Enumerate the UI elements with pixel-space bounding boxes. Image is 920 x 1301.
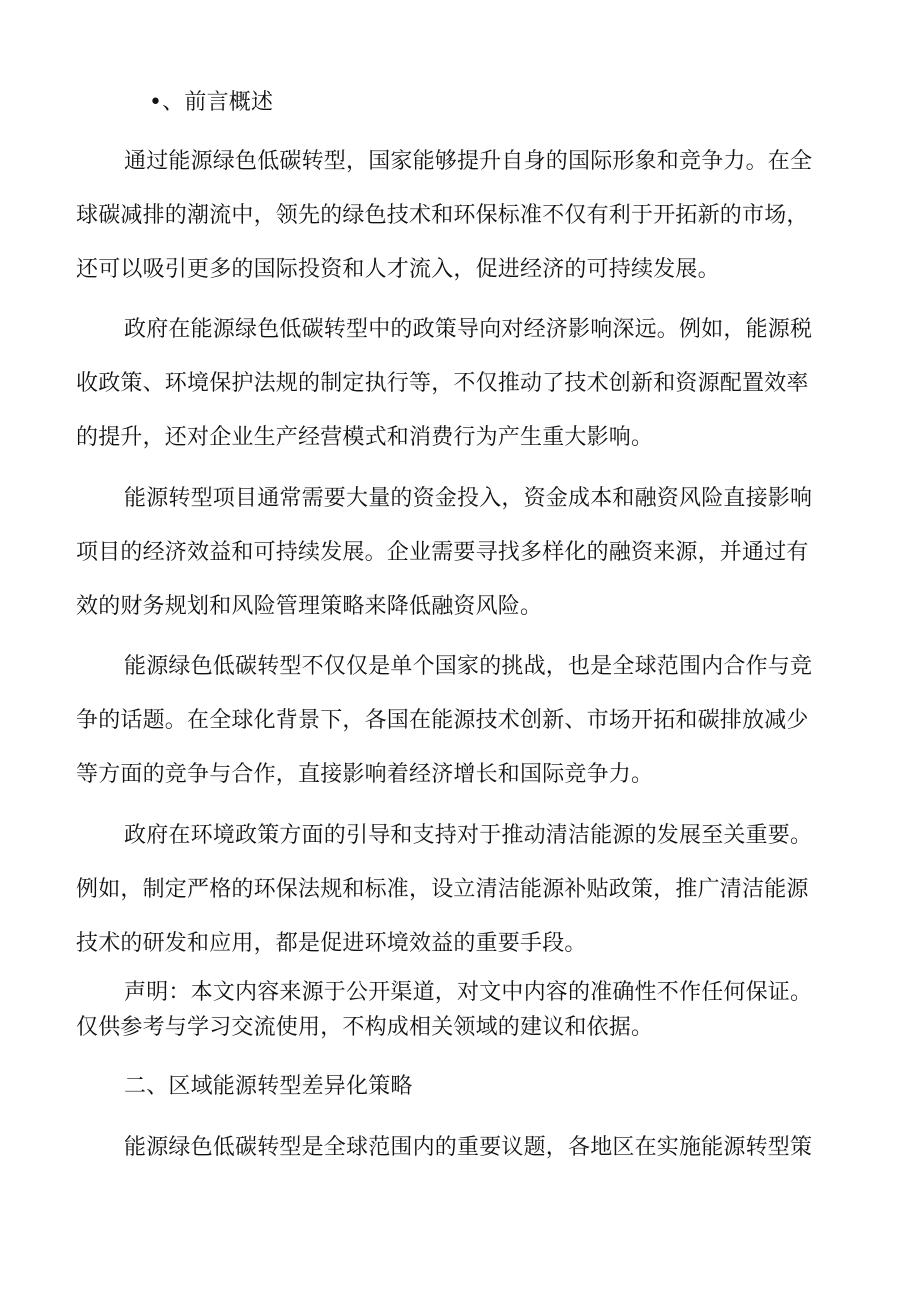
paragraph-4-line-2: 争的话题。在全球化背景下，各国在能源技术创新、市场开拓和碳排放减少 bbox=[76, 708, 809, 733]
paragraph-2-line-1: 政府在能源绿色低碳转型中的政策导向对经济影响深远。例如，能源税 bbox=[124, 317, 813, 342]
paragraph-1-line-2: 球碳减排的潮流中，领先的绿色技术和环保标准不仅有利于开拓新的市场， bbox=[76, 203, 809, 228]
paragraph-2-line-2: 收政策、环境保护法规的制定执行等，不仅推动了技术创新和资源配置效率 bbox=[76, 371, 809, 396]
disclaimer-line-2: 仅供参考与学习交流使用，不构成相关领域的建议和依据。 bbox=[76, 1015, 654, 1040]
paragraph-3-line-2: 项目的经济效益和可持续发展。企业需要寻找多样化的融资来源，并通过有 bbox=[76, 540, 809, 565]
paragraph-5-line-2: 例如，制定严格的环保法规和标准，设立清洁能源补贴政策，推广清洁能源 bbox=[76, 877, 809, 902]
paragraph-2-line-3: 的提升，还对企业生产经营模式和消费行为产生重大影响。 bbox=[76, 425, 654, 450]
paragraph-4-line-1: 能源绿色低碳转型不仅仅是单个国家的挑战，也是全球范围内合作与竞 bbox=[124, 654, 813, 679]
paragraph-3-line-3: 效的财务规划和风险管理策略来降低融资风险。 bbox=[76, 594, 543, 619]
paragraph-5-line-1: 政府在环境政策方面的引导和支持对于推动清洁能源的发展至关重要。 bbox=[124, 823, 813, 848]
section-heading-1: •、前言概述 bbox=[149, 90, 274, 115]
paragraph-5-line-3: 技术的研发和应用，都是促进环境效益的重要手段。 bbox=[76, 931, 587, 956]
paragraph-1-line-3: 还可以吸引更多的国际投资和人才流入，促进经济的可持续发展。 bbox=[76, 257, 720, 282]
paragraph-4-line-3: 等方面的竞争与合作，直接影响着经济增长和国际竞争力。 bbox=[76, 762, 654, 787]
paragraph-1-line-1: 通过能源绿色低碳转型，国家能够提升自身的国际形象和竞争力。在全 bbox=[124, 149, 813, 174]
paragraph-3-line-1: 能源转型项目通常需要大量的资金投入，资金成本和融资风险直接影响 bbox=[124, 486, 813, 511]
closing-paragraph-line-1: 能源绿色低碳转型是全球范围内的重要议题，各地区在实施能源转型策 bbox=[124, 1135, 813, 1160]
section-heading-2: 二、区域能源转型差异化策略 bbox=[124, 1074, 413, 1099]
disclaimer-line-1: 声明：本文内容来源于公开渠道，对文中内容的准确性不作任何保证。 bbox=[124, 980, 813, 1005]
